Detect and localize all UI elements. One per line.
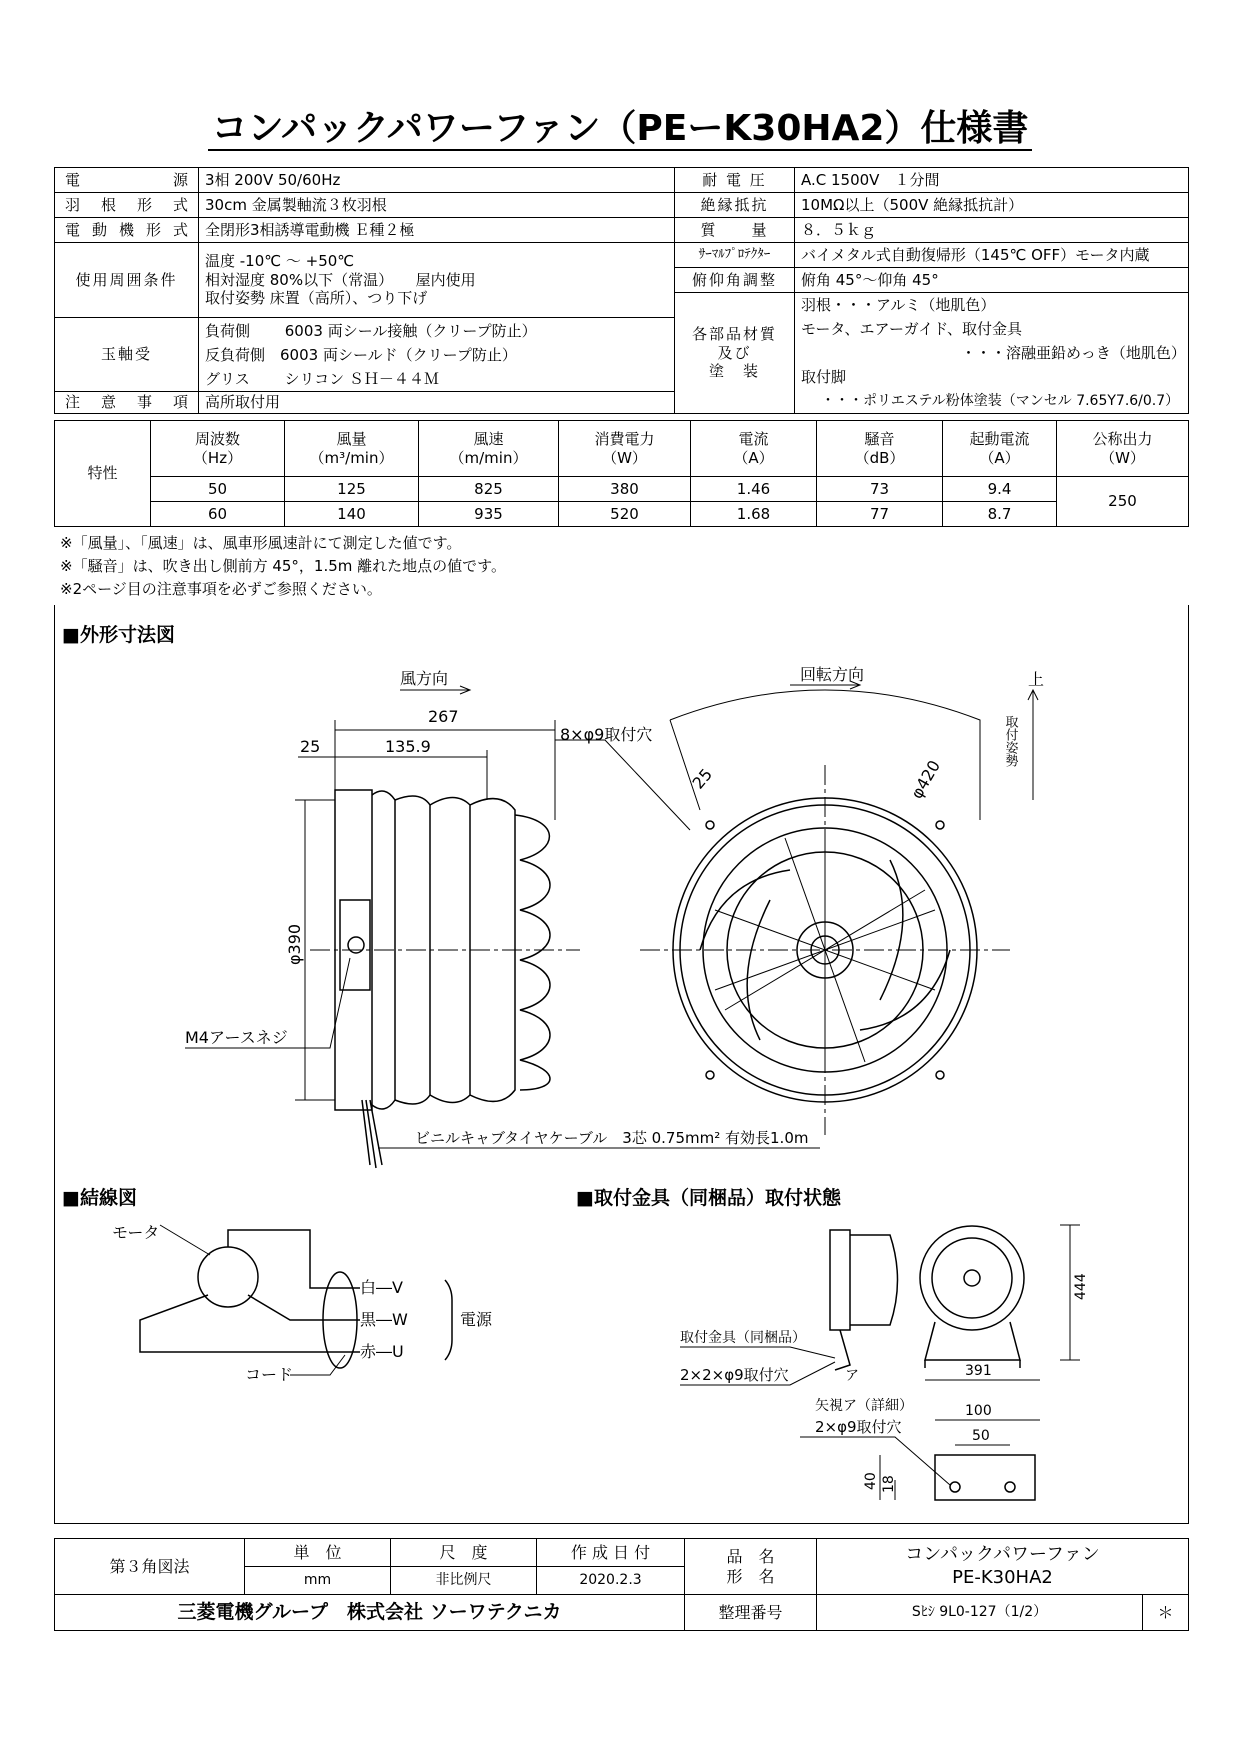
motor-label: モータ (112, 1223, 160, 1242)
detail-hole (950, 1482, 960, 1492)
chars-header: 風速 （m/min） (419, 421, 559, 477)
dim-25b: 25 (688, 764, 717, 793)
material-line: ・・・溶融亜鉛めっき（地肌色） (961, 344, 1186, 362)
cell: 77 (817, 502, 943, 527)
model-label: 形 名 (726, 1566, 775, 1586)
bearing-line: グリス シリコン ＳＨ－４４Ｍ (205, 369, 439, 388)
withstand-label: 耐 電 圧 (675, 168, 795, 193)
up-label: 上 (1028, 670, 1045, 689)
view-a-label: 矢視ア（詳細） (815, 1398, 913, 1414)
bracket-side-body (830, 1230, 850, 1330)
dim-18: 18 (881, 1475, 897, 1493)
note: ※2ページ目の注意事項を必ずご参照ください。 (60, 580, 382, 598)
section-outline: ■外形寸法図 (62, 624, 175, 646)
bracket-holes-label: 2×2×φ9取付穴 (680, 1366, 789, 1384)
blade-label: 羽 根 形 式 (55, 193, 199, 218)
bracket-side-foot (835, 1330, 850, 1370)
company-name: 三菱電機グループ 株式会社 ソーワテクニカ (55, 1595, 685, 1631)
unit-value: mm (245, 1567, 391, 1595)
document-title: コンパックパワーファン（PEーK30HA2）仕様書 (0, 100, 1240, 151)
cell: 140 (285, 502, 419, 527)
cell: 380 (559, 477, 691, 502)
chars-header: 起動電流 （A） (943, 421, 1057, 477)
title-block (54, 1538, 1189, 1631)
cell: 50 (151, 477, 285, 502)
date-label: 作 成 日 付 (537, 1539, 685, 1567)
chars-header: 消費電力 （W） (559, 421, 691, 477)
product-value: コンパックパワーファン (905, 1544, 1100, 1565)
protector-label: ｻｰﾏﾙﾌﾟﾛﾃｸﾀｰ (675, 243, 795, 268)
arrow-a-label: ア (845, 1368, 859, 1384)
dim-1359: 135.9 (385, 737, 431, 756)
cell: 73 (817, 477, 943, 502)
cable-label: ビニルキャブタイヤケーブル 3芯 0.75mm² 有効長1.0m (415, 1129, 809, 1147)
bracket-front-ring (920, 1226, 1024, 1330)
scale-value: 非比例尺 (391, 1567, 537, 1595)
motor-label: 電 動 機 形 式 (55, 218, 199, 243)
dim-267: 267 (428, 707, 459, 726)
cell: 520 (559, 502, 691, 527)
ref-label: 整理番号 (685, 1595, 817, 1631)
chars-header: 周波数 （Hz） (151, 421, 285, 477)
unit-label: 単 位 (245, 1539, 391, 1567)
tilt-label: 俯仰角調整 (675, 268, 795, 293)
product-label: 品 名 (726, 1546, 775, 1566)
rot-dir-label: 回転方向 (800, 665, 865, 684)
earth-label: M4アースネジ (185, 1028, 288, 1047)
note: ※「風量」、「風速」は、風車形風速計にて測定した値です。 (60, 534, 462, 552)
cord-label: コード (245, 1365, 294, 1384)
bearing-line: 負荷側 6003 両シール接触（クリープ防止） (205, 321, 537, 340)
bearing-label: 玉軸受 (55, 318, 199, 392)
material-line: モータ、エアーガイド、取付金具 (801, 320, 1022, 338)
cell: 1.46 (691, 477, 817, 502)
bracket-front-hub (964, 1270, 980, 1286)
cell: 9.4 (943, 477, 1057, 502)
section-bracket: ■取付金具（同梱品）取付状態 (576, 1187, 841, 1209)
dim-50: 50 (972, 1428, 990, 1444)
dim-444: 444 (1073, 1273, 1089, 1300)
chars-header: 電流 （A） (691, 421, 817, 477)
cell: 8.7 (943, 502, 1057, 527)
caution-value: 高所取付用 (199, 391, 675, 413)
red-label: 赤―U (360, 1342, 404, 1361)
mount-attitude-label: 取付姿勢 (1002, 715, 1018, 767)
mass-value: ８．５ｋｇ (795, 218, 1189, 243)
power-label: 電 源 (55, 168, 199, 193)
cell: 825 (419, 477, 559, 502)
black-label: 黒―W (360, 1310, 408, 1329)
withstand-value: A.C 1500V １分間 (795, 168, 1189, 193)
material-label-line: 塗 装 (708, 362, 760, 381)
cell: 1.68 (691, 502, 817, 527)
chars-header: 公称出力 （W） (1057, 421, 1189, 477)
projection: 第３角図法 (55, 1539, 245, 1595)
env-line: 取付姿勢 床置（高所）、つり下げ (205, 289, 428, 308)
holes-label: 8×φ9取付穴 (560, 725, 653, 744)
dim-390: φ390 (285, 923, 304, 965)
bracket-leader (680, 1347, 835, 1358)
dim-420: φ420 (907, 756, 945, 802)
cell: 60 (151, 502, 285, 527)
power-label: 電源 (460, 1310, 493, 1329)
chars-header: 風量 （m³/min） (285, 421, 419, 477)
insulation-value: 10MΩ以上（500V 絶縁抵抗計） (795, 193, 1189, 218)
dim-25: 25 (300, 737, 321, 756)
bearing-line: 反負荷側 6003 両シールド（クリープ防止） (205, 345, 517, 364)
env-line: 温度 -10℃ ～ +50℃ (205, 251, 355, 270)
white-label: 白―V (360, 1278, 403, 1297)
bracket-side-guard (850, 1235, 898, 1325)
section-wiring: ■結線図 (62, 1187, 137, 1209)
cell: 125 (285, 477, 419, 502)
bracket-front-guard (932, 1238, 1012, 1318)
mark: ＊ (1143, 1595, 1189, 1631)
motor-value: 全閉形3相誘導電動機 Ｅ種２極 (199, 218, 675, 243)
ref-value: Sﾋｼ 9L0-127（1/2） (817, 1595, 1143, 1631)
caution-label: 注 意 事 項 (55, 391, 199, 413)
env-line: 相対湿度 80%以下（常温） 屋内使用 (205, 270, 476, 289)
dim-100: 100 (965, 1403, 992, 1419)
product-model-values (817, 1539, 1189, 1595)
wind-dir-label: 風方向 (400, 669, 449, 688)
cell: 935 (419, 502, 559, 527)
material-label-line: 及び (717, 343, 752, 362)
dim-391: 391 (965, 1363, 992, 1379)
blade-value: 30cm 金属製軸流３枚羽根 (199, 193, 675, 218)
product-model-labels (685, 1539, 817, 1595)
bracket-front-legs (925, 1322, 1020, 1360)
dim-40: 40 (863, 1472, 879, 1490)
bracket-label: 取付金具（同梱品） (680, 1330, 806, 1346)
power-value: 3相 200V 50/60Hz (199, 168, 675, 193)
env-label: 使用周囲条件 (55, 243, 199, 318)
material-line: 羽根・・・アルミ（地肌色） (801, 296, 996, 314)
rated-output: 250 (1057, 477, 1189, 527)
protector-value: バイメタル式自動復帰形（145℃ OFF）モータ内蔵 (795, 243, 1189, 268)
detail-hole (1005, 1482, 1015, 1492)
material-label-line: 各部品材質 (691, 324, 777, 343)
note: ※「騒音」は、吹き出し側前方 45°，1.5m 離れた地点の値です。 (60, 557, 506, 575)
date-value: 2020.2.3 (537, 1567, 685, 1595)
material-line: 取付脚 (801, 368, 847, 386)
mass-label: 質 量 (675, 218, 795, 243)
detail-plate (935, 1455, 1035, 1500)
tilt-value: 俯角 45°～仰角 45° (795, 268, 1189, 293)
model-value: PE-K30HA2 (952, 1566, 1053, 1588)
chars-header: 騒音 （dB） (817, 421, 943, 477)
material-line: ・・・ポリエステル粉体塗装（マンセル 7.65Y7.6/0.7） (821, 393, 1180, 409)
chars-label: 特性 (55, 421, 151, 527)
holes2-label: 2×φ9取付穴 (815, 1418, 902, 1436)
insulation-label: 絶縁抵抗 (675, 193, 795, 218)
scale-label: 尺 度 (391, 1539, 537, 1567)
